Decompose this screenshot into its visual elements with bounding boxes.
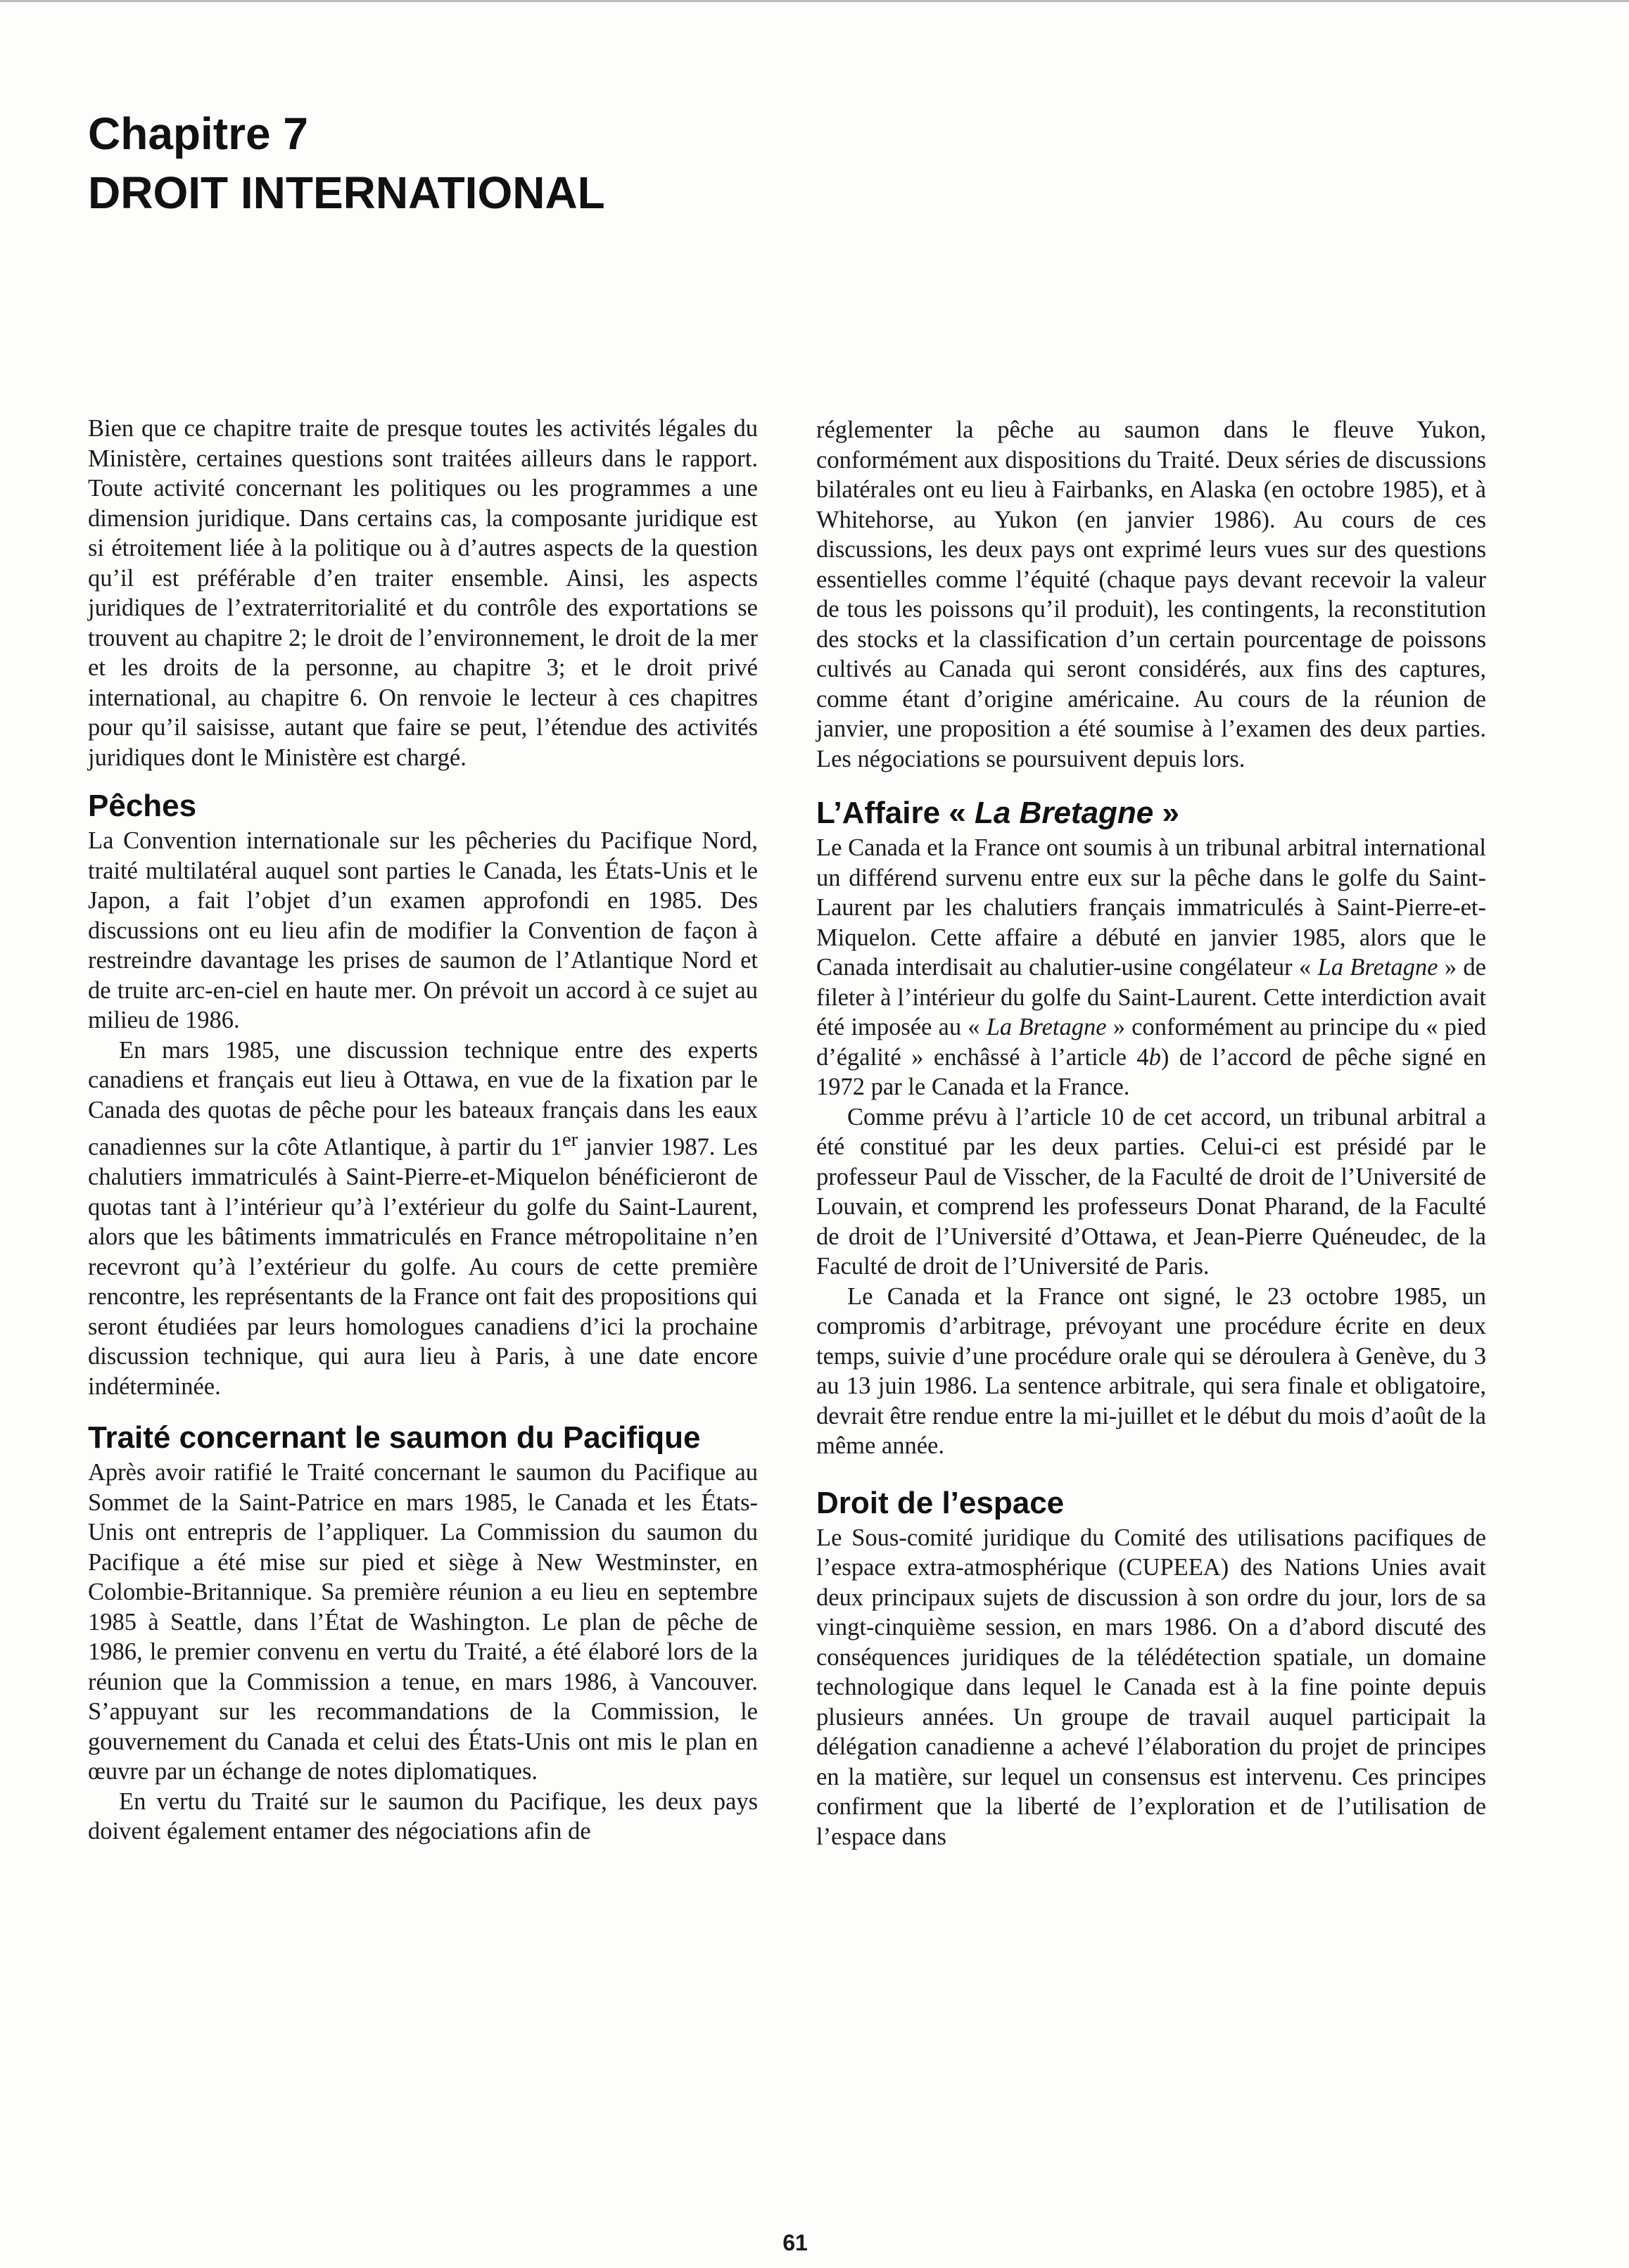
italic-run: La Bretagne bbox=[986, 1014, 1107, 1040]
heading-prefix: L’Affaire « bbox=[816, 796, 975, 830]
intro-paragraph: Bien que ce chapitre traite de presque toutes les activités légales du Ministère, certaines questions sont traitées ailleurs dans le rapport. Toute activité concernant les politiques ou les programmes a une dimension juridique. Dans certains cas, la composante juridique est si étroitement liée à la politique ou à d’autres aspects de la question qu’il est préférable d’en traiter ensemble. Ainsi, les aspects juridiques de l’extraterritorialité et du contrôle des exportations se trouvent au chapitre 2; le droit de l’environnement, le droit de la mer et les droits de la personne, au chapitre 3; et le droit privé international, au chapitre 6. On renvoie le lecteur à ces chapitres pour qu’il saisisse, autant que faire se peut, l’étendue des activités juridiques dont le Ministère est chargé. bbox=[88, 415, 758, 771]
top-rule bbox=[0, 0, 1629, 2]
page-number: 61 bbox=[782, 2230, 808, 2255]
text-run: » de fileter à l’intérieur du golfe du Saint-Laurent. Cette interdiction avait été imposée au « bbox=[816, 954, 1486, 1040]
right-column bbox=[816, 415, 1486, 1852]
peches-paragraph-2 bbox=[88, 1036, 758, 1402]
text-run: » conformément au principe du « pied d’égalité » enchâssé à l’article 4 bbox=[816, 1014, 1486, 1071]
bretagne-paragraph-3: Le Canada et la France ont signé, le 23 octobre 1985, un compromis d’arbitrage, prévoyant une procédure écrite en deux temps, suivie d’une procédure orale qui se déroulera à Genève, du 3 au 13 juin 1986. La sentence arbitrale, qui sera finale et obligatoire, devrait être rendue entre la mi-juillet et le début du mois d’août de la même année. bbox=[816, 1282, 1486, 1459]
peches-p2-start: En mars 1985, une discussion technique entre des experts canadiens et français eut lieu à Ottawa, en vue de la fixation par le Canada des quotas de pêche pour les bateaux français dans les eaux canadiennes sur la côte Atlantique, à partir du 1 bbox=[88, 1036, 758, 1161]
left-column bbox=[88, 414, 758, 1847]
heading-suffix: » bbox=[1153, 796, 1179, 830]
saumon-continued-paragraph: réglementer la pêche au saumon dans le fleuve Yukon, conformément aux dispositions du Traité. Deux séries de discussions bilatérales ont eu lieu à Fairbanks, en Alaska (en octobre 1985), et à Whitehorse, au Yukon (en janvier 1986). Au cours de ces discussions, les deux pays ont exprimé leurs vues sur des questions essentielles comme l’équité (chaque pays devant recevoir la valeur de tous les poissons qu’il produit), les contingents, la reconstitution des stocks et la classification d’un certain pourcentage de poissons cultivés au Canada qui seront considérés, aux fins des captures, comme étant d’origine américaine. Au cours de la réunion de janvier, une proposition a été soumise à l’examen des deux parties. Les négociations se poursuivent depuis lors. bbox=[816, 416, 1486, 772]
bretagne-paragraph-1 bbox=[816, 833, 1486, 1102]
ordinal-superscript: er bbox=[562, 1128, 578, 1151]
section-heading-peches: Pêches bbox=[88, 789, 197, 823]
text-run: ) de l’accord de pêche signé en 1972 par le Canada et la France. bbox=[816, 1043, 1486, 1100]
saumon-paragraph-2: En vertu du Traité sur le saumon du Pacifique, les deux pays doivent également entamer des négociations afin de bbox=[88, 1788, 758, 1845]
chapter-title bbox=[88, 104, 605, 222]
bretagne-paragraph-2: Comme prévu à l’article 10 de cet accord, un tribunal arbitral a été constitué par les deux parties. Celui-ci est présidé par le professeur Paul de Visscher, de la Faculté de droit de l’Université de Louvain, et comprend les professeurs Donat Pharand, de la Faculté de droit de l’Université d’Ottawa, et Jean-Pierre Quéneudec, de la Faculté de droit de l’Université de Paris. bbox=[816, 1103, 1486, 1280]
espace-paragraph-1: Le Sous-comité juridique du Comité des utilisations pacifiques de l’espace extra-atmosphérique (CUPEEA) des Nations Unies avait deux principaux sujets de discussion à son ordre du jour, lors de sa vingt-cinquième session, en mars 1986. On a d’abord discuté des conséquences juridiques de la télédétection spatiale, un domaine technologique dans lequel le Canada est à la fine pointe depuis plusieurs années. Un groupe de travail auquel participait la délégation canadienne a achevé l’élaboration du projet de principes en la matière, sur lequel un consensus est intervenu. Ces principes confirment que la liberté de l’exploration et de l’utilisation de l’espace dans bbox=[816, 1524, 1486, 1850]
italic-run: La Bretagne bbox=[1317, 954, 1438, 981]
heading-italic: La Bretagne bbox=[974, 796, 1154, 830]
italic-run: b bbox=[1148, 1043, 1161, 1071]
text-run: Le Canada et la France ont soumis à un tribunal arbitral international un différend survenu entre eux sur la pêche dans le golfe du Saint-Laurent par les chalutiers français immatriculés à Saint-Pierre-et-Miquelon. Cette affaire a débuté en janvier 1985, alors que le Canada interdisait au chalutier-usine congélateur « bbox=[816, 834, 1486, 981]
peches-p2-end: janvier 1987. Les chalutiers immatriculés à Saint-Pierre-et-Miquelon bénéficieront de quotas tant à l’intérieur qu’à l’extérieur du golfe du Saint-Laurent, alors que les bâtiments immatriculés en France métropolitaine n’en recevront qu’à l’extérieur du golfe. Au cours de cette première rencontre, les représentants de la France ont fait des propositions qui seront étudiées par leurs homologues canadiens d’ici la prochaine discussion technique, qui aura lieu à Paris, à une date encore indéterminée. bbox=[88, 1133, 758, 1400]
saumon-paragraph-1: Après avoir ratifié le Traité concernant le saumon du Pacifique au Sommet de la Saint-Patrice en mars 1985, le Canada et les États-Unis ont entrepris de l’appliquer. La Commission du saumon du Pacifique a été mise sur pied et siège à New Westminster, en Colombie-Britannique. Sa première réunion a eu lieu en septembre 1985 à Seattle, dans l’État de Washington. Le plan de pêche de 1986, le premier convenu en vertu du Traité, a été élaboré lors de la réunion que la Commission a tenue, en mars 1986, à Vancouver. S’appuyant sur les recommandations de la Commission, le gouvernement du Canada et celui des États-Unis ont mis le plan en œuvre par un échange de notes diplomatiques. bbox=[88, 1459, 758, 1785]
chapter-number: Chapitre 7 bbox=[88, 108, 308, 159]
section-heading-bretagne bbox=[816, 795, 1486, 832]
peches-paragraph-1: La Convention internationale sur les pêcheries du Pacifique Nord, traité multilatéral auquel sont parties le Canada, les États-Unis et le Japon, a fait l’objet d’un examen approfondi en 1985. Des discussions ont eu lieu afin de modifier la Convention de façon à restreindre davantage les prises de saumon de l’Atlantique Nord et de truite arc-en-ciel en haute mer. On prévoit un accord à ce sujet au milieu de 1986. bbox=[88, 827, 758, 1033]
section-heading-espace: Droit de l’espace bbox=[816, 1485, 1065, 1520]
section-heading-saumon: Traité concernant le saumon du Pacifique bbox=[88, 1420, 701, 1455]
chapter-name: DROIT INTERNATIONAL bbox=[88, 167, 605, 218]
